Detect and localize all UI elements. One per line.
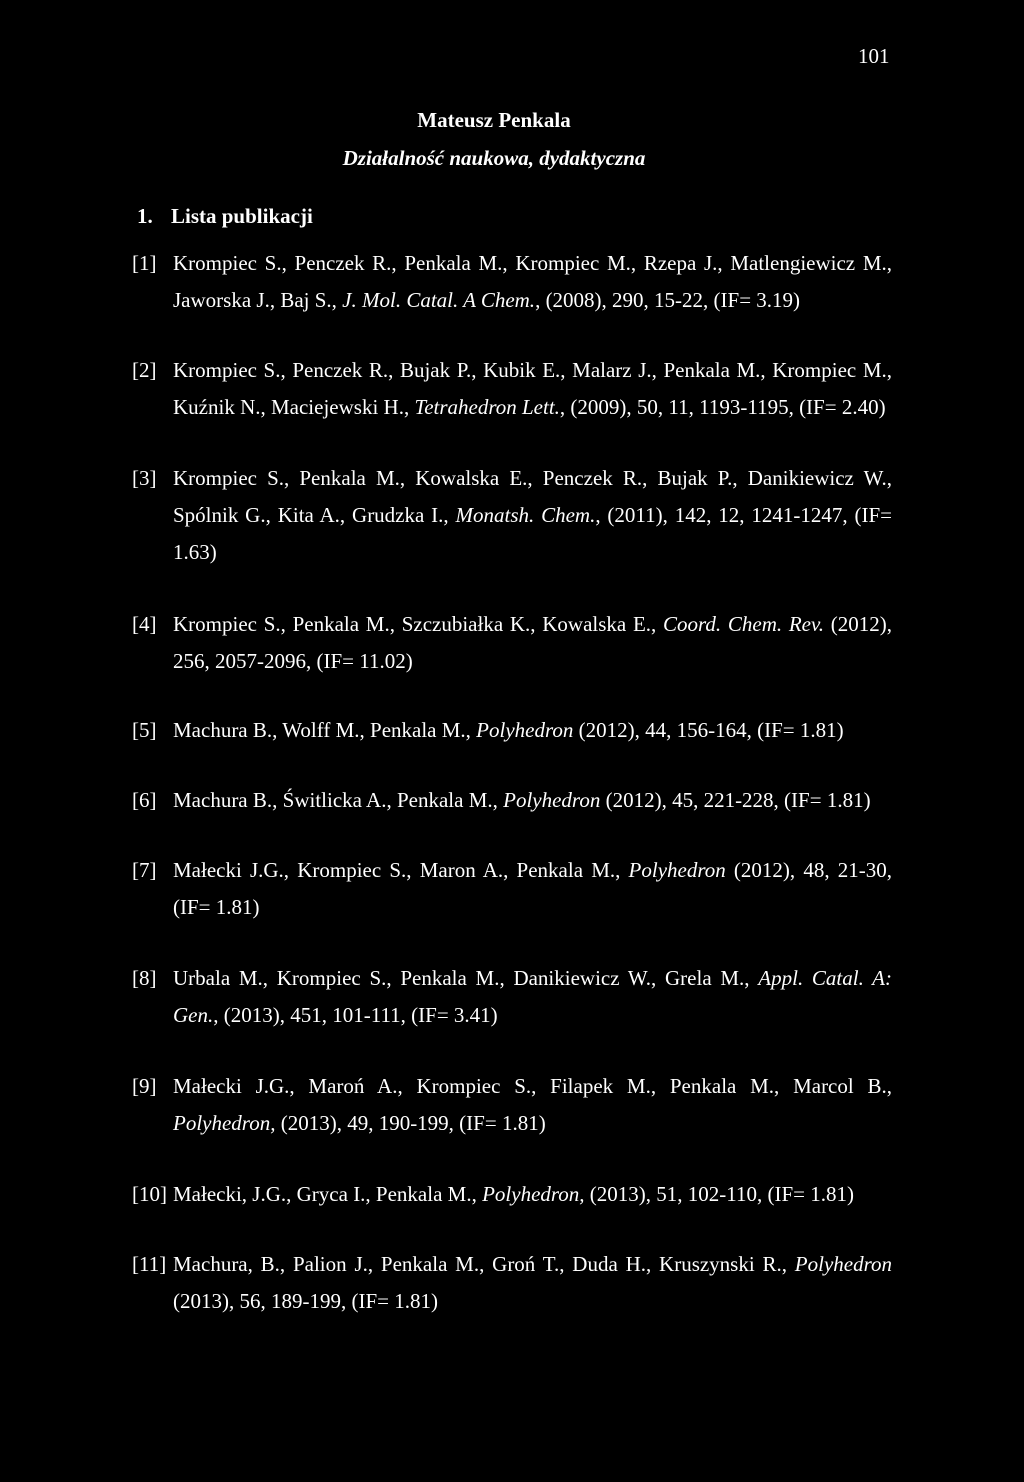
reference-item [132,606,892,680]
reference-item [132,712,892,749]
reference-number: [1] [132,251,157,275]
reference-journal: J. Mol. Catal. A Chem. [342,288,536,312]
reference-journal: Polyhedron [503,788,601,812]
reference-authors: Machura, B., Palion J., Penkala M., Groń T., Duda H., Kruszynski R., [173,1252,795,1276]
reference-text [173,1246,892,1320]
reference-authors: Małecki J.G., Maroń A., Krompiec S., Filapek M., Penkala M., Marcol B., [173,1074,892,1098]
reference-details: (2013), 51, 102-110, (IF= 1.81) [584,1182,854,1206]
reference-number: [8] [132,966,157,990]
reference-authors: Machura B., Wolff M., Penkala M., [173,718,477,742]
reference-number: [11] [132,1252,167,1276]
author-name: Mateusz Penkala [417,108,571,132]
reference-journal: Polyhedron, [173,1111,276,1135]
reference-item [132,245,892,319]
reference-details: (2012), 44, 156-164, (IF= 1.81) [573,718,844,742]
reference-item [132,1068,892,1142]
reference-number: [9] [132,1074,157,1098]
reference-number: [10] [132,1182,167,1206]
reference-journal: Tetrahedron Lett. [414,395,560,419]
reference-journal: Polyhedron [794,1252,892,1276]
reference-text [173,460,892,571]
reference-details: , (2008), 290, 15-22, (IF= 3.19) [535,288,801,312]
reference-number: [4] [132,612,157,636]
reference-number: [3] [132,466,157,490]
reference-text [173,245,892,319]
reference-authors: Urbala M., Krompiec S., Penkala M., Danikiewicz W., Grela M., [173,966,759,990]
reference-details: , (2009), 50, 11, 1193-1195, (IF= 2.40) [559,395,886,419]
reference-authors: Krompiec S., Penczek R., Bujak P., Kubik E., Malarz J., Penkala M., Krompiec M., Kuźnik N., Maciejewski H., [173,358,892,419]
section-heading [137,204,313,229]
reference-item [132,852,892,926]
reference-item [132,460,892,571]
reference-text [173,606,892,680]
reference-item [132,352,892,426]
reference-number: [7] [132,858,157,882]
reference-number: [5] [132,718,157,742]
reference-text [173,852,892,926]
reference-number: [2] [132,358,157,382]
reference-authors: Małecki, J.G., Gryca I., Penkala M., [173,1182,483,1206]
reference-item [132,1176,892,1213]
reference-details: (2012), 45, 221-228, (IF= 1.81) [600,788,871,812]
reference-authors: Krompiec S., Penkala M., Szczubiałka K., Kowalska E., [173,612,664,636]
reference-item [132,1246,892,1320]
reference-item [132,782,892,819]
reference-journal: Polyhedron [628,858,726,882]
reference-journal: Polyhedron [476,718,574,742]
reference-item [132,960,892,1034]
reference-details: (2013), 56, 189-199, (IF= 1.81) [173,1289,438,1313]
reference-details: (2012), 256, 2057-2096, (IF= 11.02) [173,612,892,673]
reference-text [173,1068,892,1142]
reference-authors: Krompiec S., Penkala M., Kowalska E., Penczek R., Bujak P., Danikiewicz W., Spólnik G., Kita A., Grudzka I., [173,466,892,527]
reference-journal: Polyhedron, [482,1182,585,1206]
reference-text [173,1176,892,1213]
reference-journal: Monatsh. Chem. [455,503,596,527]
reference-text [173,960,892,1034]
reference-text [173,352,892,426]
page-number: 101 [858,44,890,68]
reference-journal: Coord. Chem. Rev. [663,612,825,636]
reference-details: (2012), 48, 21-30, (IF= 1.81) [173,858,892,919]
reference-details: , (2013), 451, 101-111, (IF= 3.41) [213,1003,498,1027]
reference-authors: Małecki J.G., Krompiec S., Maron A., Penkala M., [173,858,629,882]
reference-authors: Machura B., Świtlicka A., Penkala M., [173,788,504,812]
reference-details: , (2011), 142, 12, 1241-1247, (IF= 1.63) [173,503,892,564]
reference-details: (2013), 49, 190-199, (IF= 1.81) [275,1111,546,1135]
section-number: 1. [137,204,153,228]
section-title: Lista publikacji [171,204,313,228]
reference-authors: Krompiec S., Penczek R., Penkala M., Krompiec M., Rzepa J., Matlengiewicz M., Jaworska J., Baj S., [173,251,892,312]
reference-journal: Appl. Catal. A: Gen. [173,966,893,1027]
reference-text [173,712,892,749]
reference-number: [6] [132,788,157,812]
reference-text [173,782,892,819]
page-subtitle: Działalność naukowa, dydaktyczna [342,146,646,170]
